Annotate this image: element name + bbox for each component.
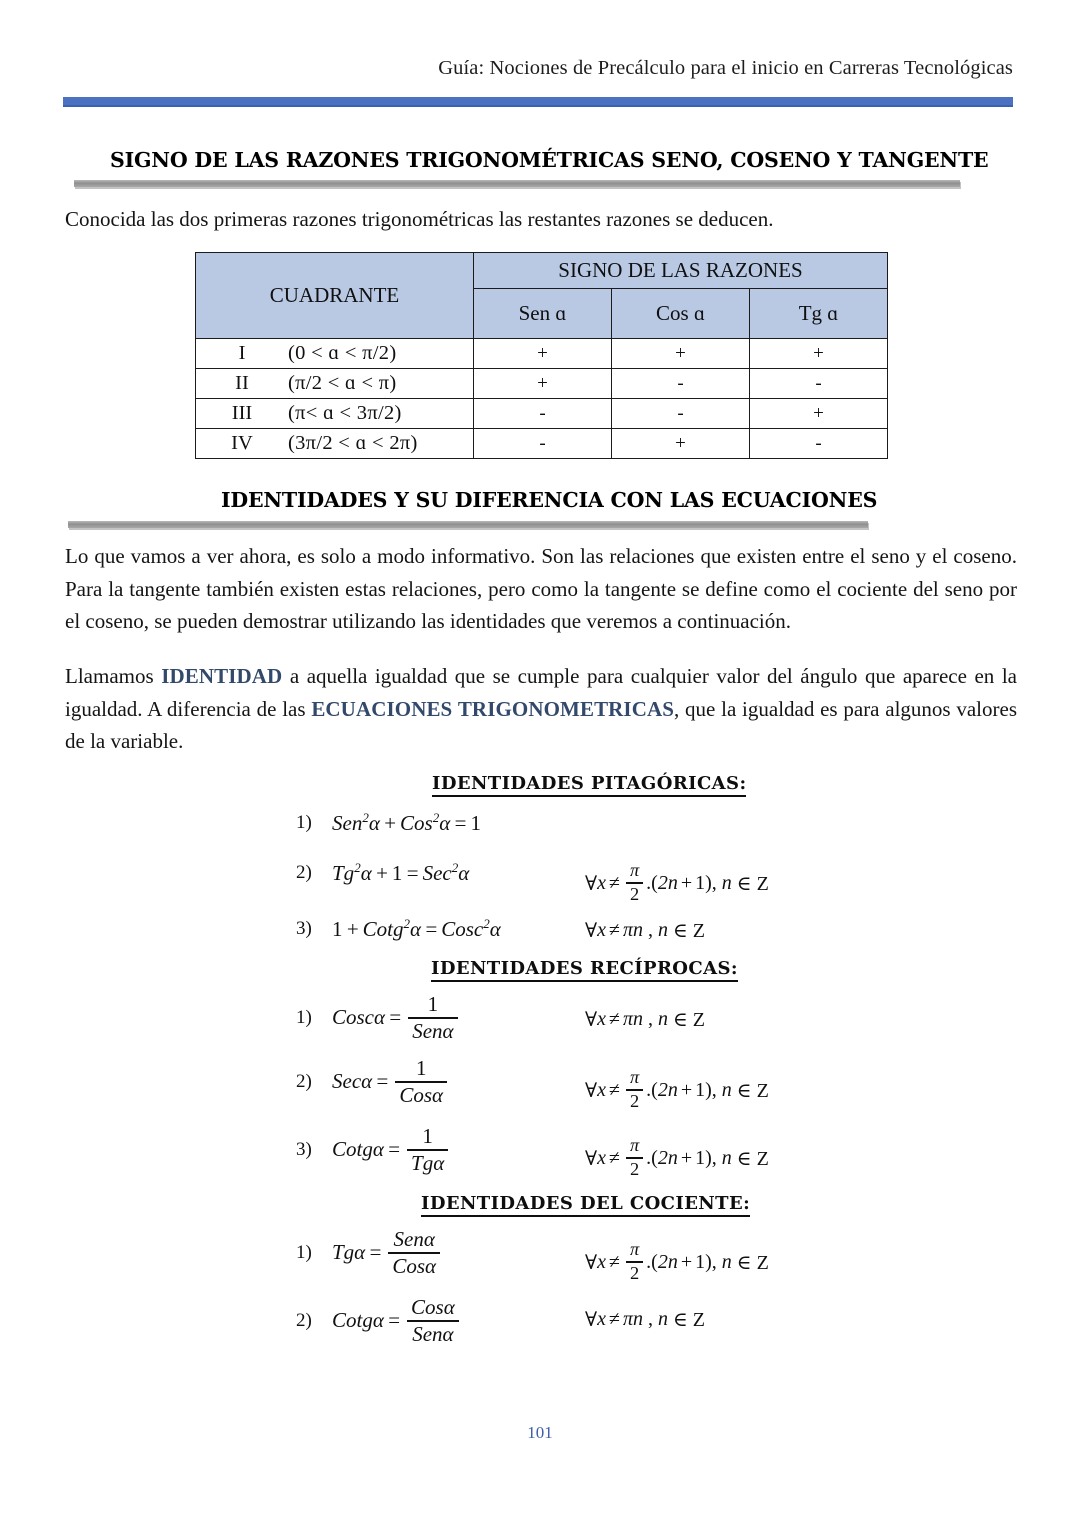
formula-title-reciprocas: IDENTIDADES RECÍPROCAS: xyxy=(431,958,738,982)
cell-cos-sign: + xyxy=(612,429,750,459)
condition-reciproca-3: ∀ x ≠ $\frac{\pi}{2}$ . ( 2n + 1) , n ∈ Z xyxy=(585,1135,769,1180)
equation-expression: Tg$^2$α + 1 = Sec$^2$α xyxy=(332,860,470,885)
para-text-part-3: , que la igualdad es para algunos valores de la variable. xyxy=(65,696,1017,753)
cell-roman: IV xyxy=(231,432,253,454)
cell-tg-sign: + xyxy=(750,399,888,429)
cell-cos-sign: - xyxy=(612,369,750,399)
table-row xyxy=(196,369,888,399)
equation-cociente-2 xyxy=(296,1296,462,1346)
cell-tg-sign: - xyxy=(750,369,888,399)
equation-cociente-1 xyxy=(296,1228,443,1278)
cell-cuadrante xyxy=(196,399,474,429)
section-rule-1 xyxy=(74,180,960,187)
table-head-row-1 xyxy=(196,253,888,289)
equation-number: 1) xyxy=(296,812,312,833)
equation-expression: Coscα = $\frac{1}{\text{Senα}}$ xyxy=(332,993,461,1043)
condition-pitagorica-2: ∀ x ≠ $\frac{\pi}{2}$ . ( 2n + 1) , n ∈ Z xyxy=(585,860,769,905)
equation-expression: Sen$^2$α + Cos$^2$α = 1 xyxy=(332,810,481,835)
paragraph-intro-signos: Conocida las dos primeras razones trigonométricas las restantes razones se deducen. xyxy=(65,207,774,231)
equation-expression: Secα = $\frac{1}{\text{Cosα}}$ xyxy=(332,1057,450,1107)
table-row xyxy=(196,429,888,459)
section-rule-2 xyxy=(68,521,868,528)
cell-range: (π< ɑ < 3π/2) xyxy=(288,402,402,424)
table-head xyxy=(196,253,888,339)
cell-roman: II xyxy=(235,372,249,394)
formula-title-cociente: IDENTIDADES DEL COCIENTE: xyxy=(421,1193,750,1217)
equation-pitagorica-3 xyxy=(296,916,501,942)
signs-table xyxy=(195,252,888,459)
formula-title-pitagoricas: IDENTIDADES PITAGÓRICAS: xyxy=(432,773,746,797)
equation-number: 3) xyxy=(296,918,312,939)
equation-number: 2) xyxy=(296,1309,312,1331)
cell-cuadrante xyxy=(196,339,474,369)
header-tg: Tg ɑ xyxy=(750,289,888,339)
equation-reciproca-3 xyxy=(296,1125,451,1175)
cell-cos-sign: + xyxy=(612,339,750,369)
condition-reciproca-2: ∀ x ≠ $\frac{\pi}{2}$ . ( 2n + 1) , n ∈ Z xyxy=(585,1067,769,1112)
equation-pitagorica-1 xyxy=(296,810,481,836)
table-row xyxy=(196,339,888,369)
cell-cuadrante xyxy=(196,369,474,399)
para-text-part-2: a aquella igualdad que se cumple para cualquier valor del ángulo que aparece en la igualdad. A diferencia de las xyxy=(65,664,1017,721)
equation-number: 2) xyxy=(296,862,312,883)
cell-tg-sign: + xyxy=(750,339,888,369)
equation-expression: Tgα = $\frac{\text{Senα}}{\text{Cosα}}$ xyxy=(332,1228,443,1278)
header-cos: Cos ɑ xyxy=(612,289,750,339)
section-heading-signos: SIGNO DE LAS RAZONES TRIGONOMÉTRICAS SENO, COSENO Y TANGENTE xyxy=(110,148,989,172)
cell-cos-sign: - xyxy=(612,399,750,429)
cell-roman: III xyxy=(231,402,253,424)
cell-roman: I xyxy=(238,342,246,364)
cell-sen-sign: - xyxy=(474,429,612,459)
cell-range: (0 < ɑ < π/2) xyxy=(288,342,397,364)
equation-number: 2) xyxy=(296,1070,312,1092)
condition-reciproca-1: ∀ x ≠ πn , n ∈ Z xyxy=(585,1008,706,1031)
equation-pitagorica-2 xyxy=(296,860,469,886)
cell-range: (π/2 < ɑ < π) xyxy=(288,372,397,394)
condition-pitagorica-3: ∀ x ≠ πn , n ∈ Z xyxy=(585,919,706,942)
equation-expression: Cotgα = $\frac{1}{\text{Tgα}}$ xyxy=(332,1125,451,1175)
page-number: 101 xyxy=(527,1423,553,1442)
table-row xyxy=(196,399,888,429)
equation-reciproca-1 xyxy=(296,993,461,1043)
cell-tg-sign: - xyxy=(750,429,888,459)
header-blue-rule xyxy=(63,97,1013,107)
equation-number: 1) xyxy=(296,1006,312,1028)
condition-cociente-2: ∀ x ≠ πn , n ∈ Z xyxy=(585,1308,706,1331)
keyword-ecuaciones-trigonometricas: ECUACIONES TRIGONOMETRICAS xyxy=(311,696,675,721)
cell-sen-sign: + xyxy=(474,339,612,369)
section-heading-identidades: IDENTIDADES Y SU DIFERENCIA CON LAS ECUACIONES xyxy=(221,488,878,512)
header-cuadrante: CUADRANTE xyxy=(196,253,474,339)
equation-reciproca-2 xyxy=(296,1057,450,1107)
equation-expression: 1 + Cotg$^2$α = Cosc$^2$α xyxy=(332,916,501,941)
table-body xyxy=(196,339,888,459)
header-signo-group: SIGNO DE LAS RAZONES xyxy=(474,253,888,289)
equation-number: 1) xyxy=(296,1241,312,1263)
cell-cuadrante xyxy=(196,429,474,459)
cell-sen-sign: - xyxy=(474,399,612,429)
cell-range: (3π/2 < ɑ < 2π) xyxy=(288,432,418,454)
condition-cociente-1: ∀ x ≠ $\frac{\pi}{2}$ . ( 2n + 1) , n ∈ Z xyxy=(585,1239,769,1284)
equation-number: 3) xyxy=(296,1138,312,1160)
keyword-identidad: IDENTIDAD xyxy=(161,664,283,688)
paragraph-identidades-intro: Lo que vamos a ver ahora, es solo a modo informativo. Son las relaciones que existen entre el seno y el coseno. Para la tangente también existen estas relaciones, pero como la tangente se define como el cociente del seno por el coseno, se pueden demostrar utilizando las identidades que veremos a continuación. xyxy=(65,544,1017,633)
paragraph-identidad-definicion xyxy=(65,660,1017,758)
equation-expression: Cotgα = $\frac{\text{Cosα}}{\text{Senα}}$ xyxy=(332,1296,462,1346)
para-text-part-1: Llamamos xyxy=(65,664,162,688)
header-sen: Sen ɑ xyxy=(474,289,612,339)
cell-sen-sign: + xyxy=(474,369,612,399)
running-header-title: Guía: Nociones de Precálculo para el inicio en Carreras Tecnológicas xyxy=(438,57,1013,79)
